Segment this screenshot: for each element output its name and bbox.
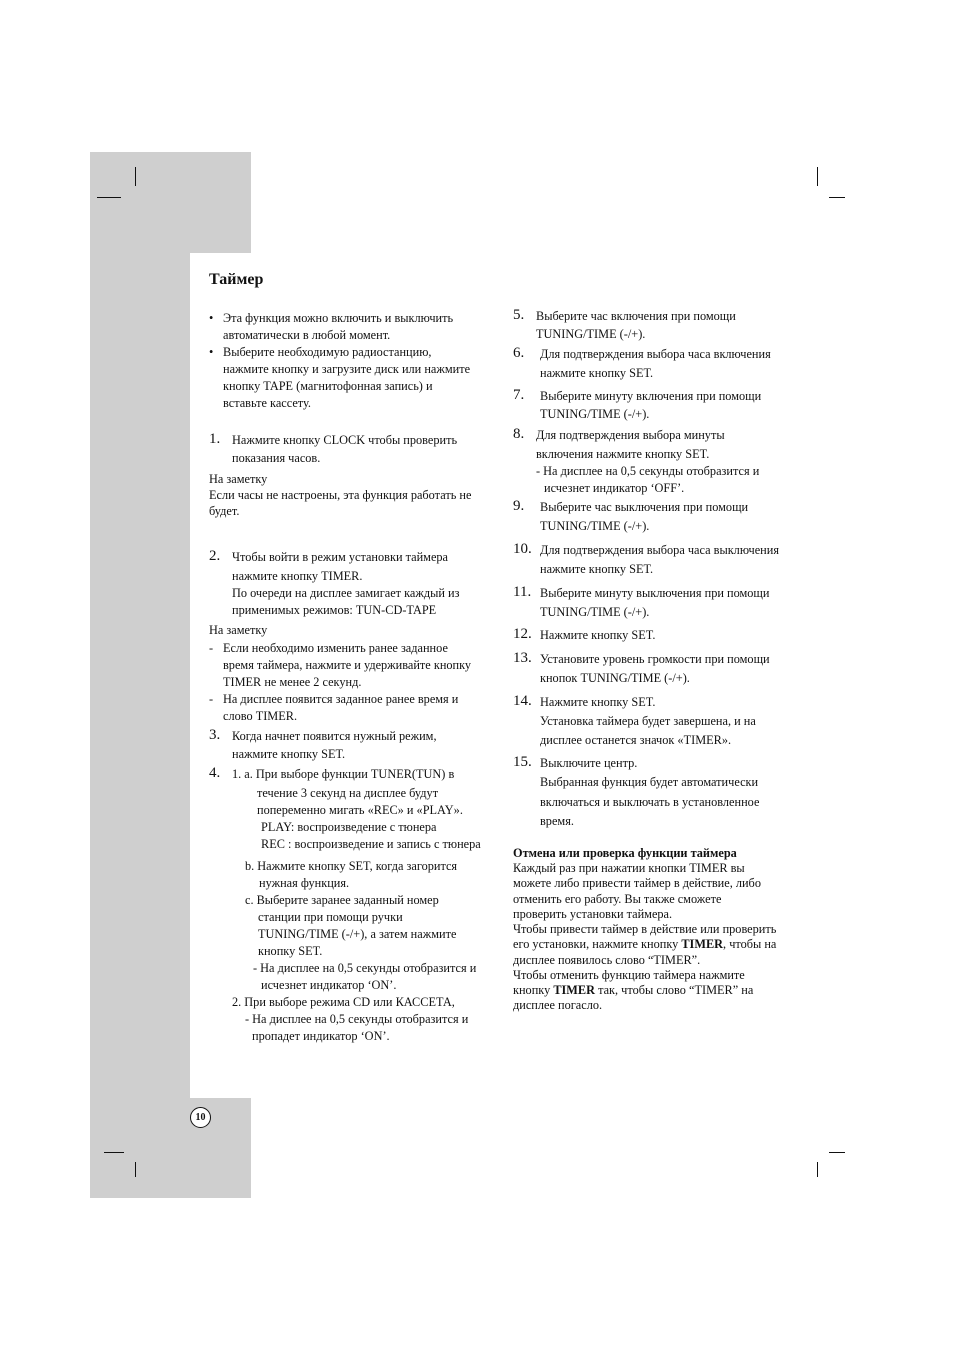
step-text: кнопку SET. xyxy=(258,944,323,958)
step-text: нажмите кнопку TIMER. xyxy=(232,569,363,583)
note-text: На дисплее появится заданное ранее время и xyxy=(223,692,459,706)
step-text: - На дисплее на 0,5 секунды отобразится и xyxy=(536,464,760,478)
step-text: Установите уровень громкости при помощи xyxy=(540,652,770,666)
step-text: время. xyxy=(540,814,574,828)
step-text: TUNING/TIME (-/+). xyxy=(536,327,646,341)
note-text: время таймера, нажмите и удерживайте кнопку xyxy=(223,658,472,672)
note-heading: На заметку xyxy=(209,623,268,637)
step-number: 2. xyxy=(209,548,221,564)
bullet-text: автоматически в любой момент. xyxy=(223,328,391,342)
crop-mark-br-v xyxy=(817,1162,818,1177)
step-number: 1. xyxy=(209,431,221,447)
step-text: нажмите кнопку SET. xyxy=(232,747,346,761)
step-number: 15. xyxy=(513,754,532,770)
step-text: TUNING/TIME (-/+). xyxy=(540,519,650,533)
bold-term: TIMER xyxy=(681,937,724,951)
step-text: исчезнет индикатор ‘OFF’. xyxy=(544,481,685,495)
step-text: Нажмите кнопку SET. xyxy=(540,695,656,709)
bullet-text: вставьте кассету. xyxy=(223,396,311,410)
paragraph-line: дисплее погасло. xyxy=(513,998,603,1012)
step-number: 3. xyxy=(209,727,221,743)
step-text: Выберите минуту включения при помощи xyxy=(540,389,762,403)
crop-mark-tr-h xyxy=(829,197,845,198)
text-span: , чтобы на xyxy=(723,937,777,951)
paragraph-line: можете либо привести таймер в действие, либо xyxy=(513,876,761,890)
bullet-text: кнопку TAPE (магнитофонная запись) и xyxy=(223,379,433,393)
text-span: так, чтобы слово “TIMER” на xyxy=(595,983,754,997)
step-number: 4. xyxy=(209,765,221,781)
step-text: REC : воспроизведение и запись с тюнера xyxy=(261,837,481,851)
step-text: TUNING/TIME (-/+), а затем нажмите xyxy=(258,927,457,941)
crop-mark-tr-v xyxy=(817,167,818,186)
step-text: - На дисплее на 0,5 секунды отобразится и xyxy=(245,1012,469,1026)
note-heading: На заметку xyxy=(209,472,268,486)
step-text: - На дисплее на 0,5 секунды отобразится и xyxy=(253,961,477,975)
step-text: нажмите кнопку SET. xyxy=(540,562,654,576)
step-number: 10. xyxy=(513,541,532,557)
step-number: 8. xyxy=(513,426,525,442)
step-number: 9. xyxy=(513,498,525,514)
step-number: 12. xyxy=(513,626,532,642)
step-text: 2. При выборе режима CD или КАССЕТА, xyxy=(232,995,455,1009)
crop-mark-tl-h xyxy=(97,197,121,198)
page-title: Таймер xyxy=(209,271,264,288)
step-number: 6. xyxy=(513,345,525,361)
step-text: Когда начнет появится нужный режим, xyxy=(232,729,437,743)
bullet-text: нажмите кнопку и загрузите диск или нажмите xyxy=(223,362,471,376)
page-number: 10 xyxy=(190,1107,211,1128)
step-text: По очереди на дисплее замигает каждый из xyxy=(232,586,460,600)
paragraph-line: Чтобы отменить функцию таймера нажмите xyxy=(513,968,745,982)
paragraph-line: Каждый раз при нажатии кнопки TIMER вы xyxy=(513,861,745,875)
step-number: 13. xyxy=(513,650,532,666)
bullet-symbol: • xyxy=(209,311,214,325)
paragraph-line: проверить установки таймера. xyxy=(513,907,673,921)
step-text: Для подтверждения выбора часа выключения xyxy=(540,543,779,557)
dash-symbol: - xyxy=(209,641,214,655)
step-number: 5. xyxy=(513,307,525,323)
dash-symbol: - xyxy=(209,692,214,706)
step-text: Для подтверждения выбора минуты xyxy=(536,428,725,442)
step-text: попеременно мигать «REC» и «PLAY». xyxy=(257,803,463,817)
paragraph-line: отменить его работу. Вы также сможете xyxy=(513,892,722,906)
step-text: нажмите кнопку SET. xyxy=(540,366,654,380)
paragraph-line: дисплее появилось слово “TIMER”. xyxy=(513,953,701,967)
step-text: нужная функция. xyxy=(259,876,350,890)
step-text: Установка таймера будет завершена, и на xyxy=(540,714,756,728)
step-text: включения нажмите кнопку SET. xyxy=(536,447,710,461)
bullet-symbol: • xyxy=(209,345,214,359)
step-text: применимых режимов: TUN-CD-TAPE xyxy=(232,603,437,617)
step-text: включаться и выключать в установленное xyxy=(540,795,760,809)
section-heading: Отмена или проверка функции таймера xyxy=(513,846,737,860)
note-text: Если необходимо изменить ранее заданное xyxy=(223,641,448,655)
step-text: PLAY: воспроизведение с тюнера xyxy=(261,820,437,834)
bold-term: TIMER xyxy=(553,983,595,997)
step-text: Выберите минуту выключения при помощи xyxy=(540,586,770,600)
step-number: 7. xyxy=(513,387,525,403)
crop-mark-br-h xyxy=(829,1152,845,1153)
note-text: TIMER не менее 2 секунд. xyxy=(223,675,362,689)
note-text: Если часы не настроены, эта функция работать не xyxy=(209,488,472,502)
text-span: кнопку xyxy=(513,983,554,997)
text-span: его установки, нажмите кнопку xyxy=(513,937,682,951)
bullet-text: Выберите необходимую радиостанцию, xyxy=(223,345,432,359)
step-text: Выбранная функция будет автоматически xyxy=(540,775,759,789)
paragraph-line xyxy=(513,936,776,953)
step-text: TUNING/TIME (-/+). xyxy=(540,407,650,421)
step-text: c. Выберите заранее заданный номер xyxy=(245,893,439,907)
step-number: 14. xyxy=(513,693,532,709)
step-text: Для подтверждения выбора часа включения xyxy=(540,347,771,361)
crop-mark-tl-v xyxy=(135,167,136,186)
crop-mark-bl-h xyxy=(104,1152,124,1153)
step-text: станции при помощи ручки xyxy=(258,910,403,924)
step-text: показания часов. xyxy=(232,451,321,465)
step-text: пропадет индикатор ‘ON’. xyxy=(252,1029,390,1043)
step-text: Нажмите кнопку SET. xyxy=(540,628,656,642)
step-number: 11. xyxy=(513,584,532,600)
step-text: 1. a. При выборе функции TUNER(TUN) в xyxy=(232,767,455,781)
note-text: слово TIMER. xyxy=(223,709,298,723)
crop-mark-bl-v xyxy=(135,1162,136,1177)
step-text: Нажмите кнопку CLOCK чтобы проверить xyxy=(232,433,458,447)
paragraph-line: Чтобы привести таймер в действие или проверить xyxy=(513,922,777,936)
step-text: TUNING/TIME (-/+). xyxy=(540,605,650,619)
step-text: исчезнет индикатор ‘ON’. xyxy=(261,978,397,992)
step-text: Выберите час выключения при помощи xyxy=(540,500,749,514)
step-text: течение 3 секунд на дисплее будут xyxy=(257,786,439,800)
step-text: b. Нажмите кнопку SET, когда загорится xyxy=(245,859,458,873)
note-text: будет. xyxy=(209,504,240,518)
step-text: Выключите центр. xyxy=(540,756,638,770)
step-text: кнопок TUNING/TIME (-/+). xyxy=(540,671,690,685)
step-text: Чтобы войти в режим установки таймера xyxy=(232,550,449,564)
step-text: Выберите час включения при помощи xyxy=(536,309,736,323)
bullet-text: Эта функция можно включить и выключить xyxy=(223,311,454,325)
step-text: дисплее останется значок «TIMER». xyxy=(540,733,732,747)
